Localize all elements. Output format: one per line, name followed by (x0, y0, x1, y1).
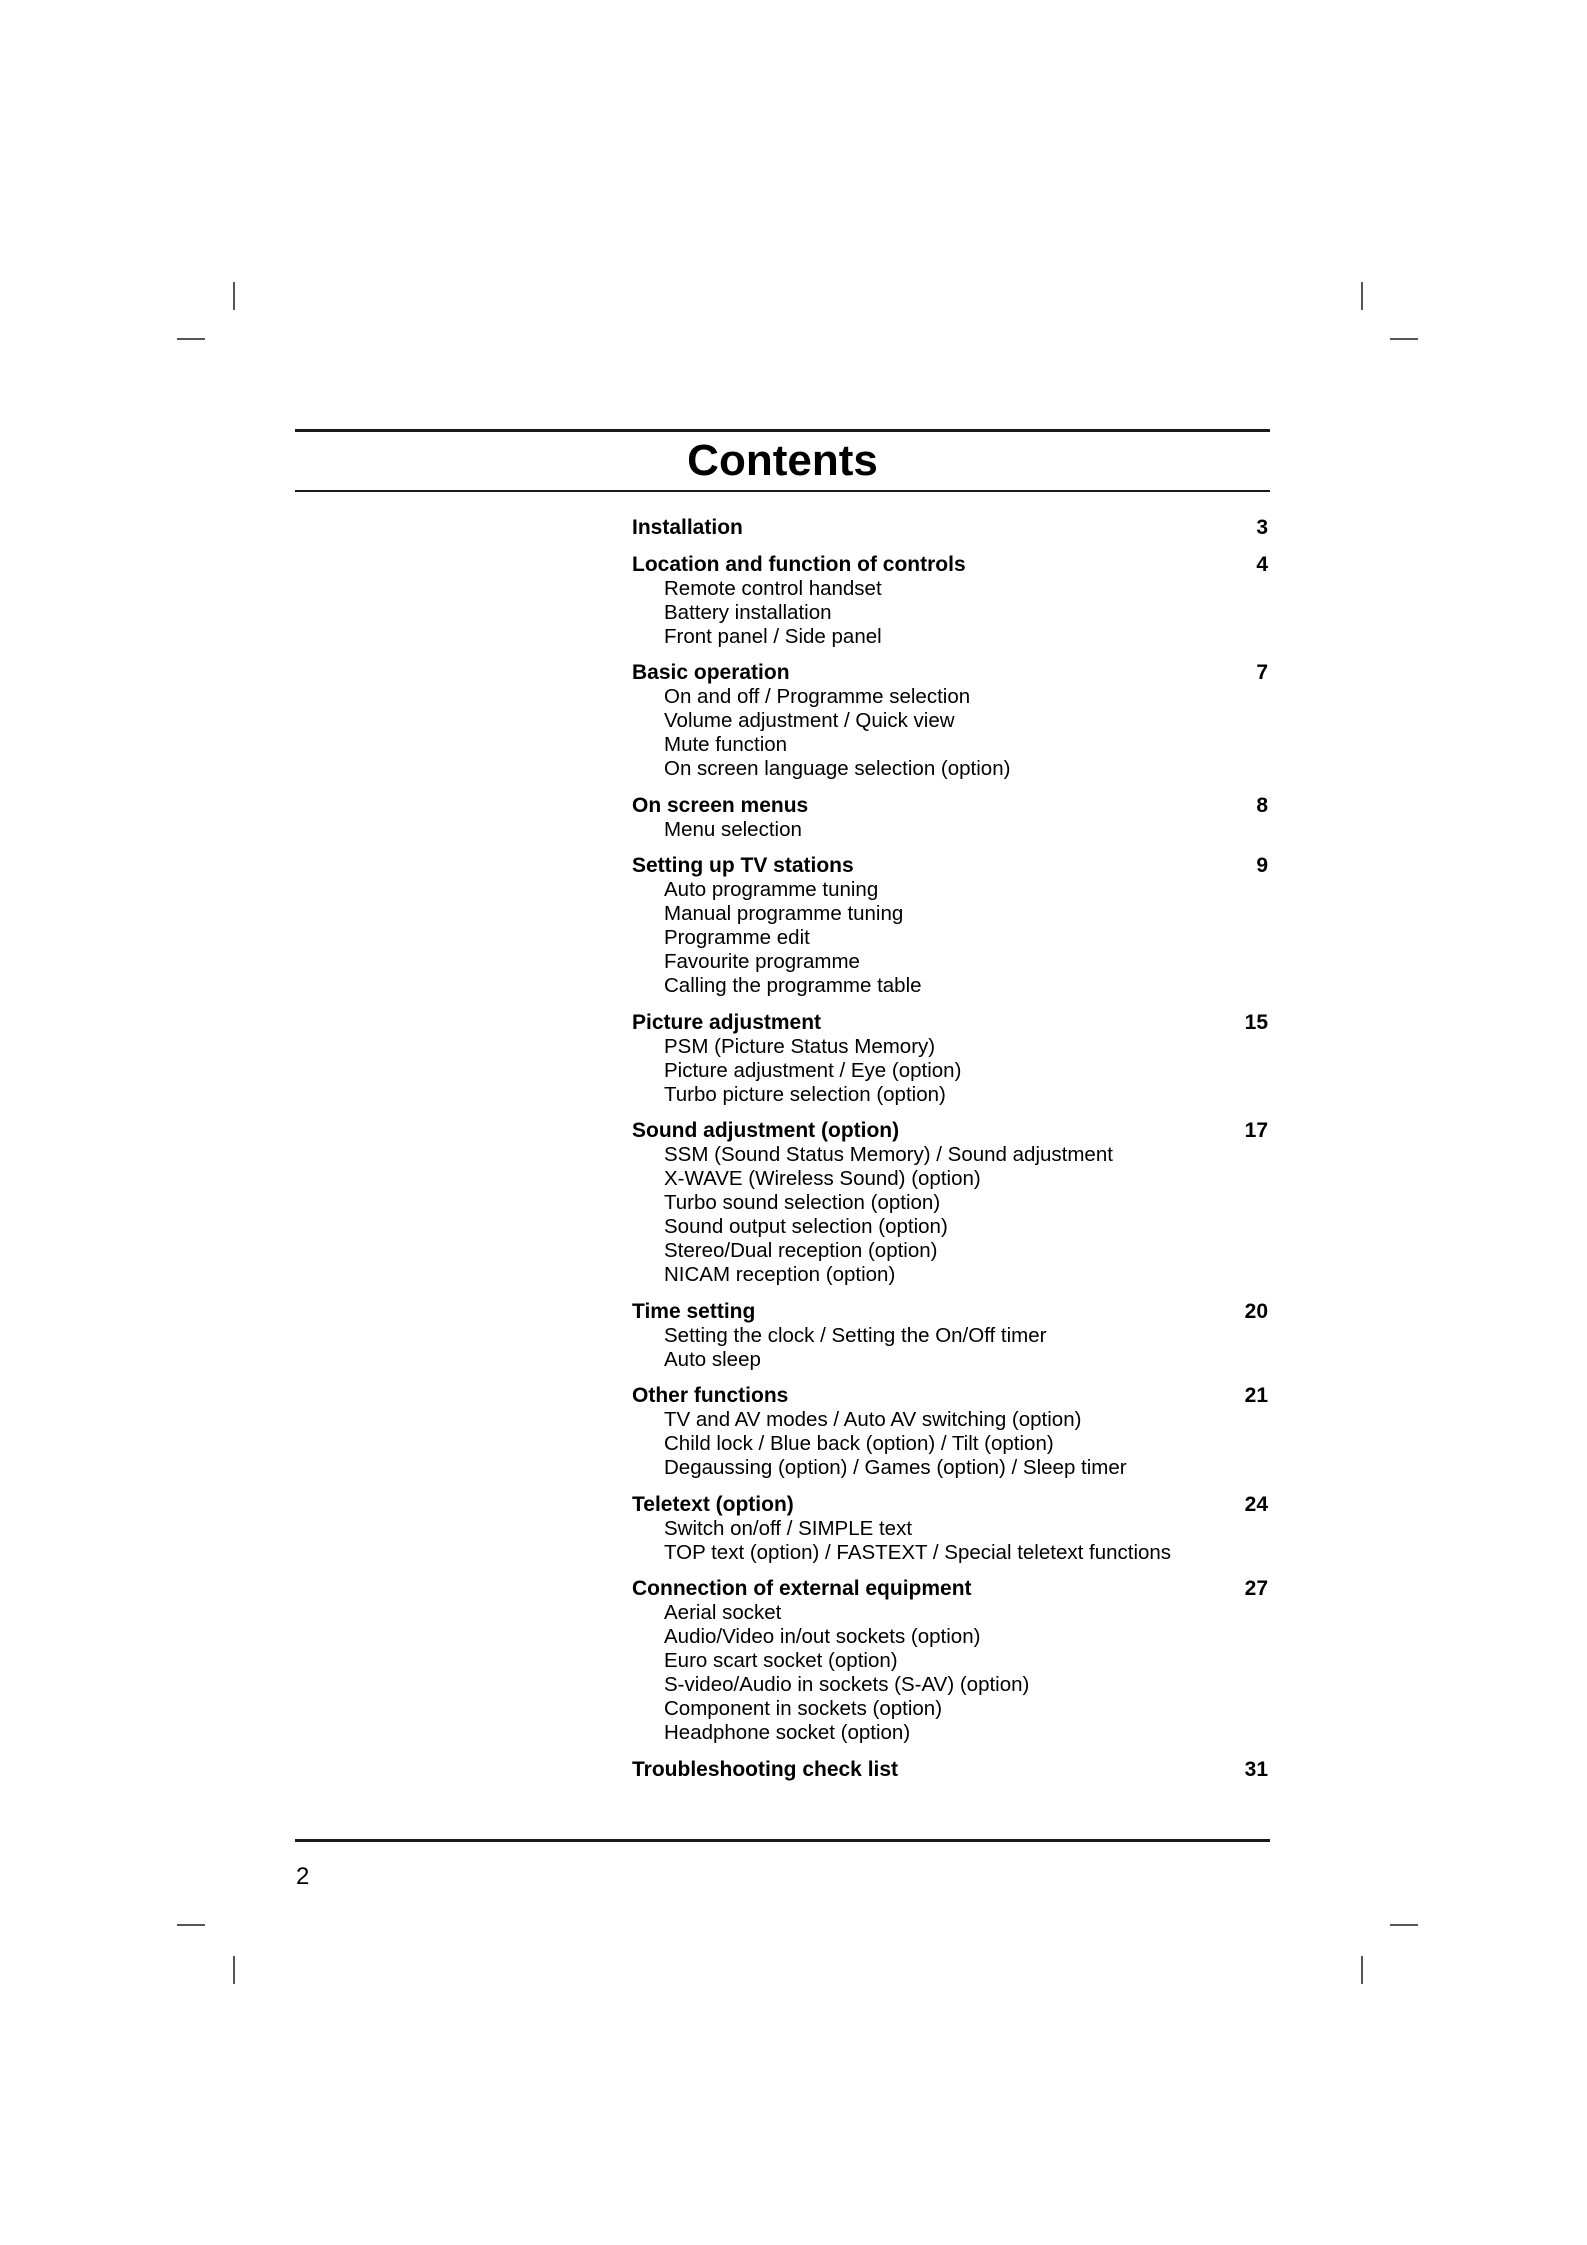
toc-section-title: Sound adjustment (option) (632, 1119, 900, 1142)
toc-section (632, 1493, 1268, 1565)
toc-item: Favourite programme (664, 950, 860, 973)
toc-section (632, 553, 1268, 649)
toc-section (632, 1119, 1268, 1287)
toc-section (632, 1300, 1268, 1372)
toc-item: Turbo sound selection (option) (664, 1191, 941, 1214)
footer-rule (295, 1839, 1270, 1842)
toc-section (632, 854, 1268, 998)
toc-section-heading (632, 1577, 1268, 1601)
toc-section-title: Teletext (option) (632, 1492, 794, 1516)
toc-section-title: Time setting (632, 1299, 756, 1323)
toc-item: Auto programme tuning (664, 878, 879, 901)
toc-section-title: Picture adjustment (632, 1010, 822, 1034)
toc-section-heading (632, 516, 1268, 540)
toc-item: NICAM reception (option) (664, 1263, 896, 1286)
toc-item: Degaussing (option) / Games (option) / Sleep timer (664, 1456, 1127, 1479)
toc-section (632, 794, 1268, 842)
toc-item: Headphone socket (option) (664, 1721, 911, 1744)
crop-mark-top-right-vertical (1361, 282, 1363, 310)
toc-item: Volume adjustment / Quick view (664, 709, 955, 732)
toc-item: TOP text (option) / FASTEXT / Special teletext functions (664, 1540, 1172, 1564)
toc-section-page: 27 (1244, 1577, 1268, 1600)
toc-section-heading (632, 1493, 1268, 1517)
toc-item: Child lock / Blue back (option) / Tilt (option) (664, 1432, 1054, 1455)
crop-mark-bottom-left-vertical (233, 1956, 235, 1984)
toc-item: Stereo/Dual reception (option) (664, 1239, 938, 1262)
toc-section-heading (632, 794, 1268, 818)
toc-item: Euro scart socket (option) (664, 1649, 898, 1672)
toc-section (632, 1577, 1268, 1745)
crop-mark-bottom-left-horizontal (177, 1924, 205, 1926)
crop-mark-top-right-horizontal (1390, 338, 1418, 340)
toc-item: X-WAVE (Wireless Sound) (option) (664, 1167, 981, 1190)
toc-section-title: Basic operation (632, 661, 790, 684)
toc-item: Menu selection (664, 817, 802, 841)
toc-section-heading (632, 1300, 1268, 1324)
toc-section-page: 8 (1256, 793, 1268, 817)
toc-section-page: 7 (1256, 661, 1268, 684)
toc-section-title: Setting up TV stations (632, 854, 854, 877)
toc-item: Sound output selection (option) (664, 1215, 948, 1238)
toc-section-page: 31 (1244, 1757, 1268, 1781)
toc-section (632, 1384, 1268, 1480)
toc-item: Calling the programme table (664, 974, 922, 997)
page-number: 2 (296, 1863, 310, 1890)
toc-item: Component in sockets (option) (664, 1697, 943, 1720)
toc-section-page: 9 (1256, 854, 1268, 877)
toc-section (632, 661, 1268, 781)
toc-item: Aerial socket (664, 1601, 782, 1624)
toc-section-heading (632, 553, 1268, 577)
toc-section (632, 1758, 1268, 1782)
toc-item: Programme edit (664, 926, 810, 949)
toc-section (632, 516, 1268, 540)
toc-section-page: 20 (1244, 1299, 1268, 1323)
toc-item: Audio/Video in/out sockets (option) (664, 1625, 981, 1648)
toc-section-page: 15 (1244, 1010, 1268, 1034)
toc-item: TV and AV modes / Auto AV switching (option) (664, 1408, 1082, 1431)
toc-section-page: 21 (1244, 1384, 1268, 1407)
toc-item: Turbo picture selection (option) (664, 1082, 946, 1106)
toc-section-heading (632, 1011, 1268, 1035)
toc-section-heading (632, 1758, 1268, 1782)
toc-section-heading (632, 1384, 1268, 1408)
toc-item: Manual programme tuning (664, 902, 904, 925)
table-of-contents (632, 516, 1268, 1794)
crop-mark-top-left-horizontal (177, 338, 205, 340)
toc-item: Switch on/off / SIMPLE text (664, 1516, 913, 1540)
toc-item: PSM (Picture Status Memory) (664, 1034, 936, 1058)
crop-mark-bottom-right-vertical (1361, 1956, 1363, 1984)
toc-section-title: Other functions (632, 1384, 789, 1407)
toc-item: Battery installation (664, 600, 832, 624)
toc-item: Remote control handset (664, 576, 882, 600)
toc-section-page: 17 (1244, 1119, 1268, 1142)
crop-mark-bottom-right-horizontal (1390, 1924, 1418, 1926)
toc-section-page: 24 (1244, 1492, 1268, 1516)
crop-mark-top-left-vertical (233, 282, 235, 310)
toc-item: Front panel / Side panel (664, 624, 882, 648)
toc-section-title: On screen menus (632, 793, 809, 817)
toc-item: Setting the clock / Setting the On/Off timer (664, 1323, 1047, 1347)
toc-section-title: Location and function of controls (632, 552, 966, 576)
toc-item: Auto sleep (664, 1347, 761, 1371)
toc-item: On screen language selection (option) (664, 757, 1011, 780)
toc-item: On and off / Programme selection (664, 685, 971, 708)
toc-item: SSM (Sound Status Memory) / Sound adjustment (664, 1143, 1113, 1166)
toc-section-heading (632, 661, 1268, 685)
toc-section-title: Installation (632, 516, 743, 539)
toc-section-title: Troubleshooting check list (632, 1757, 899, 1781)
page-title: Contents (687, 436, 878, 485)
toc-item: Mute function (664, 733, 788, 756)
toc-section-title: Connection of external equipment (632, 1577, 972, 1600)
toc-item: S-video/Audio in sockets (S-AV) (option) (664, 1673, 1030, 1696)
title-bottom-rule (295, 490, 1270, 492)
toc-section-page: 4 (1256, 552, 1268, 576)
toc-section-page: 3 (1256, 516, 1268, 539)
toc-section-heading (632, 854, 1268, 878)
toc-item: Picture adjustment / Eye (option) (664, 1058, 962, 1082)
toc-section-heading (632, 1119, 1268, 1143)
toc-section (632, 1011, 1268, 1107)
